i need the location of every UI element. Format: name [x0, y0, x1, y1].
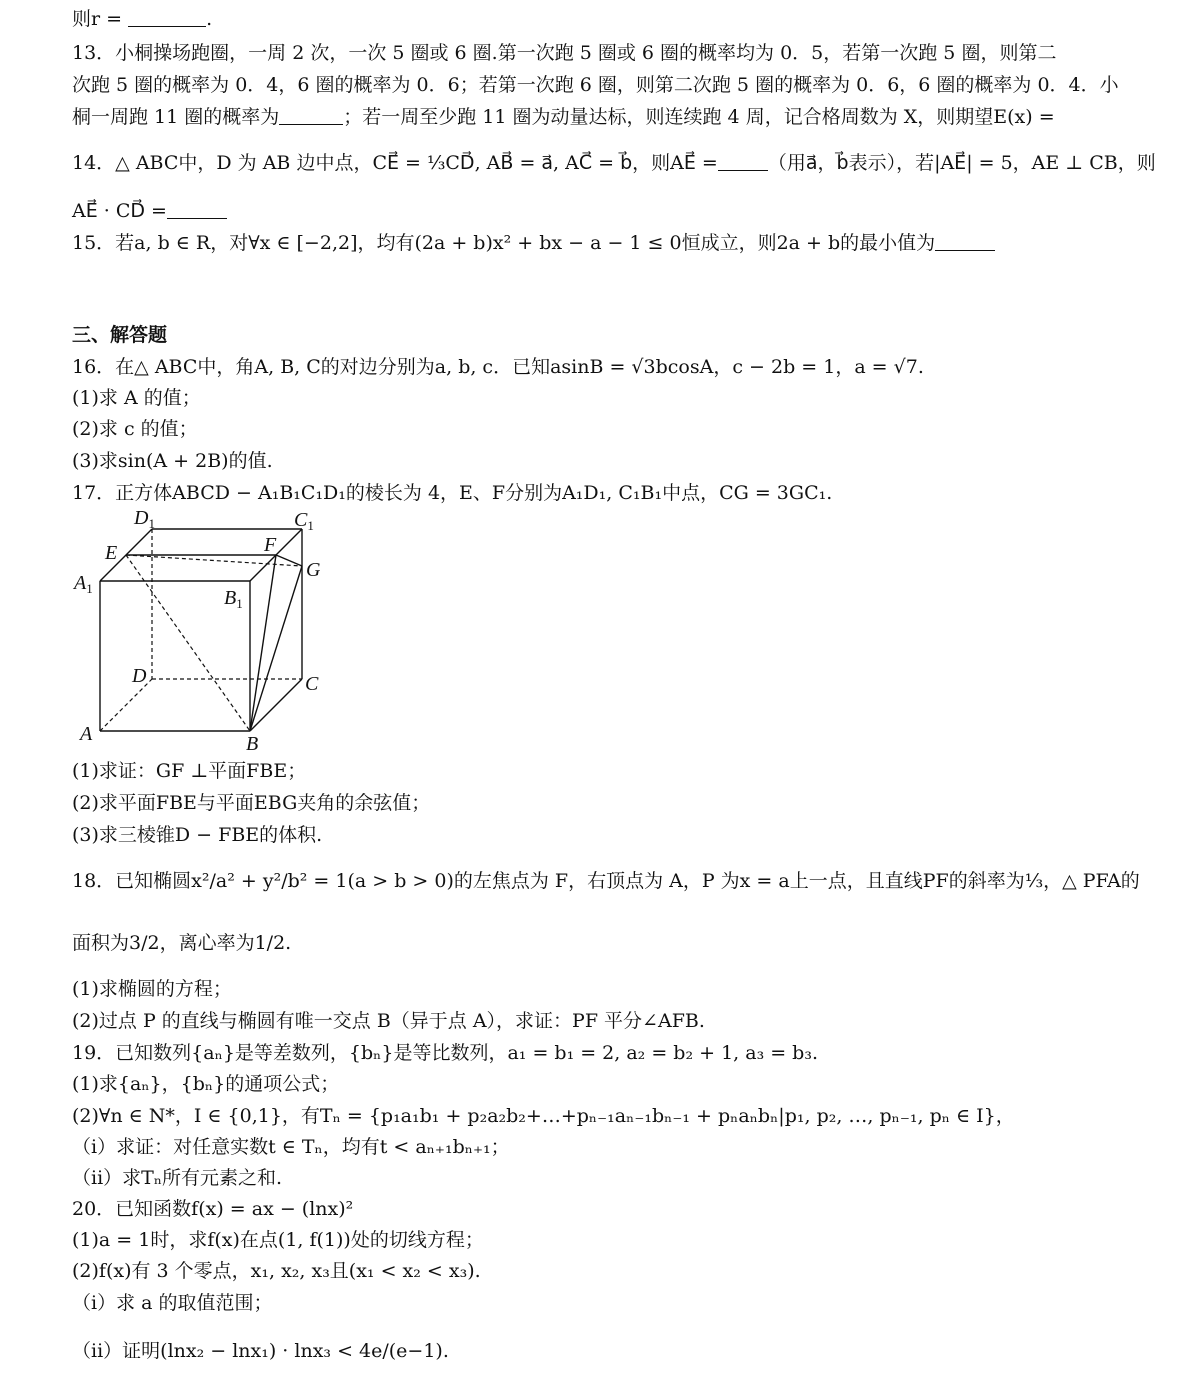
q20-part2-ii: （ii）证明(lnx₂ − lnx₁) · lnx₃ < 4e/(e−1). [72, 1340, 449, 1362]
q12-tail: 则r = . [72, 8, 213, 30]
q18-part2: (2)过点 P 的直线与椭圆有唯一交点 B（异于点 A），求证：PF 平分∠AFB. [72, 1010, 705, 1032]
answer-blank[interactable] [718, 152, 768, 171]
q13-line1: 13．小桐操场跑圈，一周 2 次，一次 5 圈或 6 圈.第一次跑 5 圈或 6 圈的概率均为 0．5，若第一次跑 5 圈，则第二 [72, 42, 1057, 64]
q20-part2-i: （i）求 a 的取值范围； [72, 1292, 273, 1314]
label-c: C [305, 673, 319, 695]
q18-stem-line2: 面积为3/2，离心率为1/2. [72, 932, 292, 954]
q17-part3: (3)求三棱锥D − FBE的体积. [72, 824, 323, 846]
segment-bg [250, 566, 302, 731]
q18-stem-line1: 18．已知椭圆x²/a² + y²/b² = 1(a > b > 0)的左焦点为 F，右顶点为 A，P 为x = a上一点，且直线PF的斜率为⅓，△ PFA的 [72, 870, 1140, 892]
q19-stem: 19．已知数列{aₙ}是等差数列，{bₙ}是等比数列，a₁ = b₁ = 2, a₂ = b₂ + 1, a₃ = b₃. [72, 1042, 819, 1064]
label-b: B [246, 733, 259, 755]
cube-figure [72, 508, 332, 756]
q20-part1: (1)a = 1时，求f(x)在点(1, f(1))处的切线方程； [72, 1229, 484, 1251]
answer-blank[interactable] [279, 106, 343, 125]
q16-part2: (2)求 c 的值； [72, 418, 198, 440]
q20-part2: (2)f(x)有 3 个零点，x₁, x₂, x₃且(x₁ < x₂ < x₃). [72, 1260, 481, 1282]
label-f: F [264, 534, 277, 556]
answer-blank[interactable] [128, 8, 206, 27]
q16-part3: (3)求sin(A + 2B)的值. [72, 450, 273, 472]
q17-part2: (2)求平面FBE与平面EBG夹角的余弦值； [72, 792, 431, 814]
q15-line: 15．若a, b ∈ R，对∀x ∈ [−2,2]，均有(2a + b)x² + bx − a − 1 ≤ 0恒成立，则2a + b的最小值为 [72, 230, 1120, 256]
q17-stem: 17．正方体ABCD − A₁B₁C₁D₁的棱长为 4，E、F分别为A₁D₁, C₁B₁中点，CG = 3GC₁. [72, 482, 833, 504]
q20-stem: 20．已知函数f(x) = ax − (lnx)² [72, 1198, 354, 1220]
q17-part1: (1)求证：GF ⊥平面FBE； [72, 760, 307, 782]
label-b1: $B_1$ [224, 587, 243, 611]
q14-line2: AE⃗ · CD⃗ = [72, 198, 1120, 224]
label-d1: $D_1$ [134, 508, 155, 531]
q16-part1: (1)求 A 的值； [72, 387, 201, 409]
label-g: G [306, 559, 321, 581]
label-c1: $C_1$ [294, 509, 314, 533]
label-a: A [80, 723, 93, 745]
q19-part2: (2)∀n ∈ N*，I ∈ {0,1}，有Tₙ = {p₁a₁b₁ + p₂a₂b₂+…+pₙ₋₁aₙ₋₁bₙ₋₁ + pₙaₙbₙ|p₁, p₂, …, pₙ₋₁, pₙ ∈ I}， [72, 1105, 1015, 1127]
answer-blank[interactable] [167, 200, 227, 219]
q13-line3: 桐一周跑 11 圈的概率为 ；若一周至少跑 11 圈为动量达标，则连续跑 4 周，记合格周数为 X，则期望E(x) = [72, 106, 1055, 128]
q19-part2-i: （i）求证：对任意实数t ∈ Tₙ，均有t < aₙ₊₁bₙ₊₁； [72, 1136, 510, 1158]
segment-bf [250, 555, 276, 731]
label-a1: $A_1$ [74, 572, 93, 596]
section-heading: 三、解答题 [72, 324, 168, 346]
answer-blank[interactable] [935, 232, 995, 251]
q19-part1: (1)求{aₙ}，{bₙ}的通项公式； [72, 1073, 340, 1095]
q14-line1: 14．△ ABC中，D 为 AB 边中点，CE⃗ = ⅓CD⃗, AB⃗ = a⃗, AC⃗ = b⃗，则AE⃗ = （用a⃗，b⃗表示），若|AE⃗| = 5，AE ⊥ CB，则 [72, 152, 1156, 174]
label-e: E [105, 542, 118, 564]
q18-part1: (1)求椭圆的方程； [72, 978, 232, 1000]
q19-part2-ii: （ii）求Tₙ所有元素之和. [72, 1167, 283, 1189]
q16-stem: 16．在△ ABC中，角A, B, C的对边分别为a, b, c．已知asinB = √3bcosA，c − 2b = 1，a = √7. [72, 356, 924, 378]
q13-line2: 次跑 5 圈的概率为 0．4，6 圈的概率为 0．6；若第一次跑 6 圈，则第二次跑 5 圈的概率为 0．6，6 圈的概率为 0．4．小 [72, 74, 1119, 96]
label-d: D [132, 665, 147, 687]
